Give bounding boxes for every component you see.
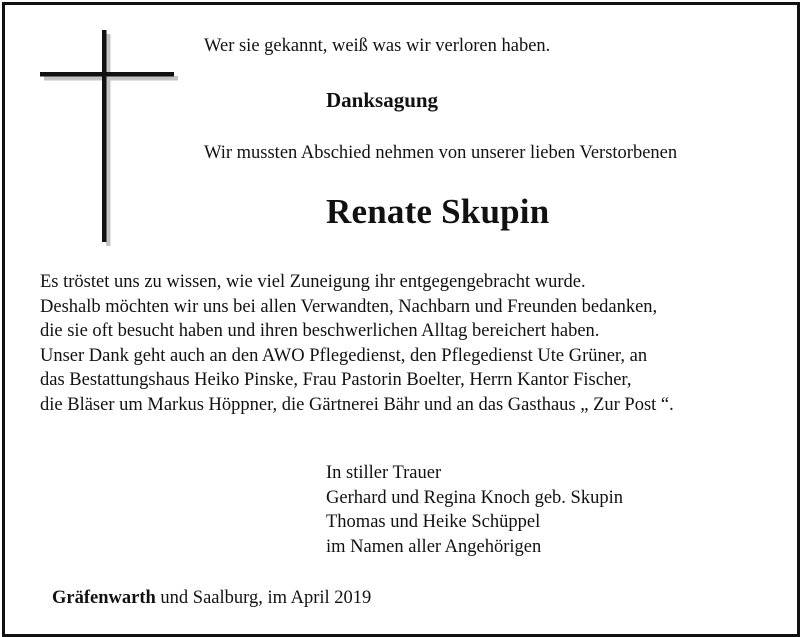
latin-cross-icon [38,28,180,248]
mourners-signature [326,461,623,559]
heading-danksagung: Danksagung [326,88,439,112]
signature-line: im Namen aller Angehörigen [326,536,542,557]
place-and-date [52,588,371,609]
body-line: Unser Dank geht auch an den AWO Pflegedienst, den Pflegedienst Ute Grüner, an [40,345,648,366]
memorial-quote: Wer sie gekannt, weiß was wir verloren haben. [204,36,551,56]
body-line: die Bläser um Markus Höppner, die Gärtnerei Bähr und an das Gasthaus „ Zur Post “. [40,394,674,415]
signature-line: Gerhard und Regina Knoch geb. Skupin [326,487,623,508]
thanks-body [40,270,674,417]
place-bold: Gräfenwarth [52,588,156,608]
signature-line: Thomas und Heike Schüppel [326,512,541,532]
body-line: das Bestattungshaus Heiko Pinske, Frau Pastorin Boelter, Herrn Kantor Fischer, [40,370,632,390]
body-line: Deshalb möchten wir uns bei allen Verwandten, Nachbarn und Freunden bedanken, [40,296,658,317]
signature-line: In stiller Trauer [326,463,442,483]
body-line: Es tröstet uns zu wissen, wie viel Zuneigung ihr entgegengebracht wurde. [40,272,586,292]
body-line: die sie oft besucht haben und ihren beschwerlichen Alltag bereichert haben. [40,321,600,341]
farewell-line: Wir mussten Abschied nehmen von unserer lieben Verstorbenen [204,143,678,163]
deceased-name: Renate Skupin [326,192,550,231]
place-rest: und Saalburg, im April 2019 [155,588,372,608]
